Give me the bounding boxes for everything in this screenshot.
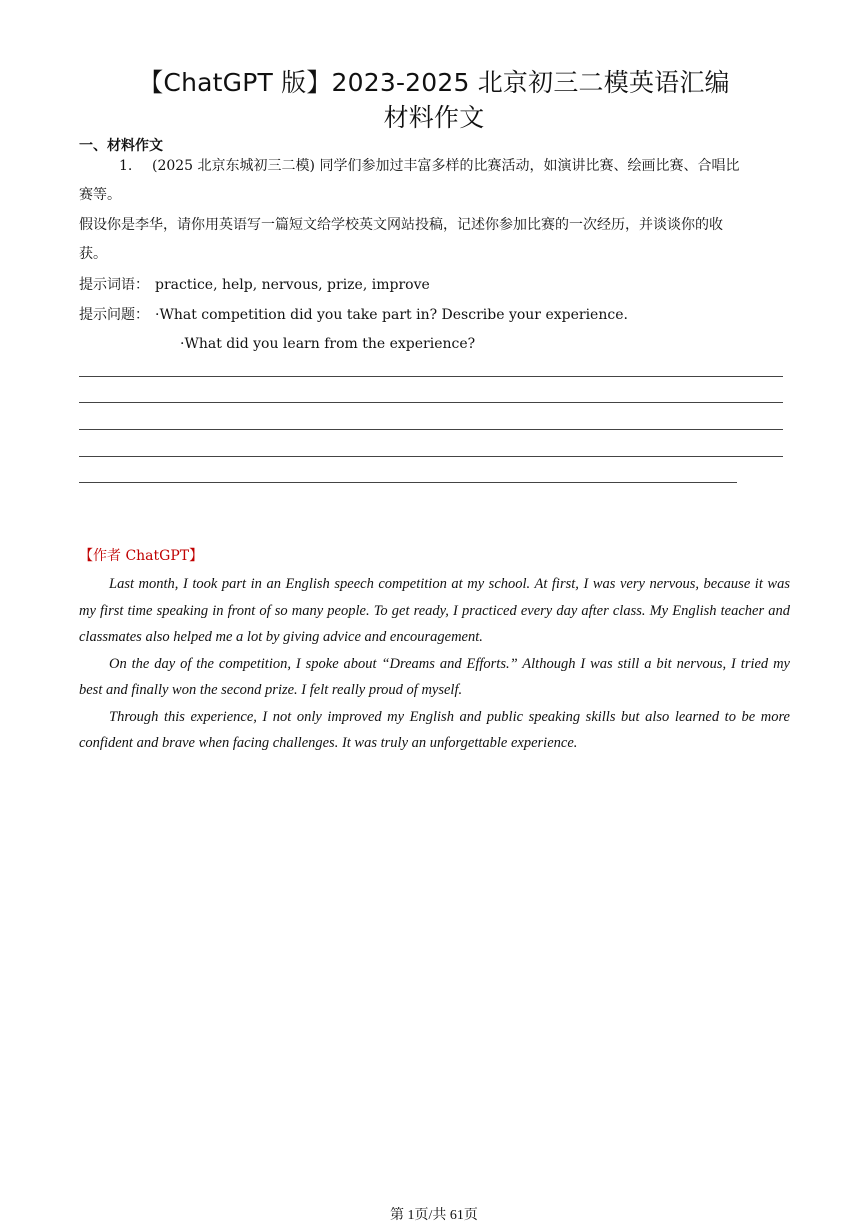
essay-paragraph: Last month, I took part in an English speech competition at my school. At first, I was very nervous, because it was my first time speaking in front of so many people. To get ready, I practiced every day after class. My English teacher and classmates also helped me a lot by giving advice and encouragement. [79,576,790,645]
essay-paragraph: On the day of the competition, I spoke about “Dreams and Efforts.” Although I was still a bit nervous, I tried my best and finally won the second prize. I felt really proud of myself. [79,655,790,698]
page-indicator: 第 1页/共 61页 [390,1208,478,1223]
question-task-line2: 获。 [79,246,107,262]
question-prompt-line1: (2025 北京东城初三二模) 同学们参加过丰富多样的比赛活动，如演讲比赛、绘画比赛、合唱比 [152,158,740,174]
essay-paragraph: Through this experience, I not only improved my English and public speaking skills but also learned to be more confident and brave when facing challenges. It was truly an unforgettable experience. [79,708,790,751]
section-heading: 一、材料作文 [79,138,163,154]
hint-question-1: ·What competition did you take part in? Describe your experience. [155,307,628,323]
answer-line [79,456,783,457]
hint-words: practice, help, nervous, prize, improve [155,277,430,293]
hint-words-label: 提示词语： [79,277,149,293]
question-task-line1: 假设你是李华，请你用英语写一篇短文给学校英文网站投稿，记述你参加比赛的一次经历，并谈谈你的收 [79,217,723,233]
question-prompt-line2: 赛等。 [79,187,121,203]
hint-question-2: ·What did you learn from the experience? [180,336,476,352]
author-tag: 【作者 ChatGPT】 [79,548,204,564]
answer-line [79,402,783,403]
answer-line [79,482,737,483]
model-essay [79,571,790,757]
hint-questions-label: 提示问题： [79,307,149,323]
document-subtitle: 材料作文 [383,103,485,132]
answer-line [79,376,783,377]
question-number: 1. [119,158,133,174]
document-title: 【ChatGPT 版】2023-2025 北京初三二模英语汇编 [138,68,730,97]
answer-line [79,429,783,430]
